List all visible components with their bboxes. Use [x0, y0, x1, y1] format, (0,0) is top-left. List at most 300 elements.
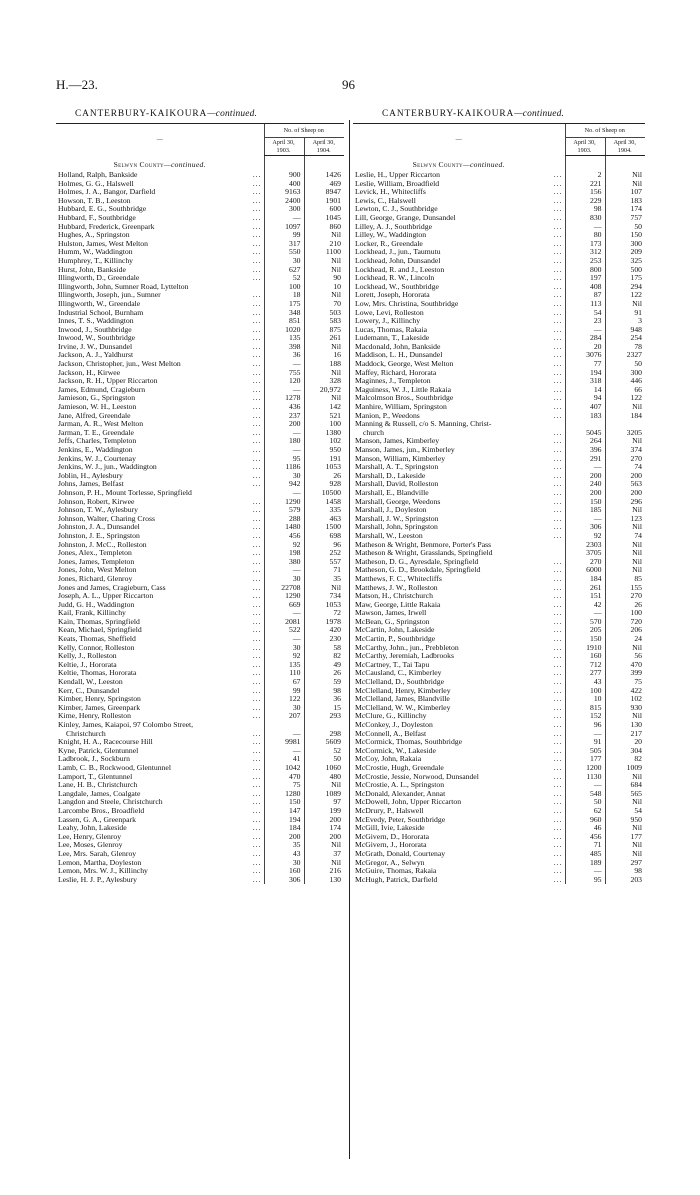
- sheep-1903: 92: [264, 652, 304, 661]
- sheep-1904: 36: [304, 695, 344, 704]
- header-date-1904: [605, 138, 645, 156]
- table-row: [56, 317, 344, 326]
- table-row: [56, 850, 344, 859]
- sheep-1903: 312: [565, 248, 605, 257]
- owner-name-text: Illingworth, D., Greendale: [58, 274, 140, 283]
- table-row: [353, 541, 645, 550]
- sheep-1904: 1458: [304, 498, 344, 507]
- owner-name: [353, 669, 565, 678]
- table-row: [56, 274, 344, 283]
- owner-name-text: Kain, Thomas, Springfield: [58, 617, 140, 626]
- table-row: [56, 712, 344, 721]
- table-row: [56, 807, 344, 816]
- owner-name: [353, 626, 565, 635]
- sheep-1903: 14: [565, 386, 605, 395]
- owner-name: [353, 248, 565, 257]
- table-row: [353, 223, 645, 232]
- sheep-1903: 207: [264, 712, 304, 721]
- table-row: [56, 480, 344, 489]
- leader-dots: ...: [553, 686, 563, 695]
- owner-name: [353, 420, 565, 437]
- table-row: [353, 833, 645, 842]
- owner-name: [56, 687, 264, 696]
- leader-dots: ...: [252, 368, 262, 377]
- sheep-1903: 10: [565, 695, 605, 704]
- owner-name-text: Marshall, D., Lakeside: [355, 471, 426, 480]
- owner-name-text: Jones, Richard, Glenroy: [58, 574, 133, 583]
- sheep-1904: 757: [605, 214, 645, 223]
- sheep-1903: 456: [565, 833, 605, 842]
- owner-name-text: Marshall, John, Springston: [355, 523, 438, 532]
- header-line: 1904.: [316, 146, 331, 154]
- table-row: [353, 446, 645, 455]
- sheep-1904: 203: [605, 876, 645, 885]
- sheep-1904: Nil: [605, 437, 645, 446]
- sheep-1904: 565: [605, 790, 645, 799]
- leader-dots: ...: [252, 849, 262, 858]
- leader-dots: ...: [252, 867, 262, 876]
- leader-dots: ...: [553, 746, 563, 755]
- sheep-1904: 1901: [304, 197, 344, 206]
- table-row: [353, 231, 645, 240]
- owner-name: [353, 824, 565, 833]
- sheep-1903: 135: [264, 334, 304, 343]
- leader-dots: ...: [553, 824, 563, 833]
- sheep-1903: 43: [264, 850, 304, 859]
- sheep-1904: Nil: [605, 506, 645, 515]
- sheep-1904: 1089: [304, 790, 344, 799]
- owner-name-text: Mawson, James, Irwell: [355, 609, 427, 618]
- table-row: [56, 248, 344, 257]
- leader-dots: ...: [252, 695, 262, 704]
- owner-name: [56, 291, 264, 300]
- sheep-1903: 317: [264, 240, 304, 249]
- sheep-1903: —: [565, 730, 605, 739]
- county-name: Selwyn County: [113, 159, 164, 169]
- table-row: [56, 626, 344, 635]
- sheep-1903: 200: [565, 472, 605, 481]
- table-row: [56, 618, 344, 627]
- table-row: [353, 394, 645, 403]
- header-blank: [56, 124, 264, 156]
- leader-dots: ...: [553, 394, 563, 403]
- section-heading: [56, 156, 344, 172]
- leader-dots: ...: [252, 755, 262, 764]
- owner-name-text: Johnson, Walter, Charing Cross: [58, 514, 155, 523]
- sheep-1904: 270: [605, 592, 645, 601]
- table-row: [353, 781, 645, 790]
- sheep-1904: Nil: [304, 841, 344, 850]
- section-name: [353, 156, 565, 172]
- sheep-1903: 396: [565, 446, 605, 455]
- owner-name-text: Matheson, D. G., Ayresdale, Springfield: [355, 557, 479, 566]
- table-row: [56, 859, 344, 868]
- sheep-1904: 70: [304, 300, 344, 309]
- sheep-1903: 2081: [264, 618, 304, 627]
- owner-name-text: Langdale, James, Coalgate: [58, 789, 141, 798]
- owner-name: [56, 283, 264, 292]
- sheep-1903: 6000: [565, 566, 605, 575]
- leader-dots: ...: [553, 471, 563, 480]
- leader-dots: ...: [252, 506, 262, 515]
- owner-name: [56, 188, 264, 197]
- sheep-1903: 150: [264, 798, 304, 807]
- owner-name-text: Leahy, John, Lakeside: [58, 824, 127, 833]
- sheep-1904: 1100: [304, 248, 344, 257]
- owner-name: [56, 601, 264, 610]
- sheep-1904: Nil: [605, 523, 645, 532]
- sheep-1904: 261: [304, 334, 344, 343]
- owner-name-text: Kimber, James, Greenpark: [58, 703, 141, 712]
- owner-name-text: Manson, James, Kimberley: [355, 437, 440, 446]
- sheep-1903: —: [565, 867, 605, 876]
- owner-name-text: Locker, R., Greendale: [355, 239, 423, 248]
- sheep-1903: 67: [264, 678, 304, 687]
- owner-name-text: Lockhead, W., Southbridge: [355, 282, 439, 291]
- owner-name-text: Lassen, G. A., Greenpark: [58, 815, 136, 824]
- table-row: [56, 635, 344, 644]
- sheep-1903: 197: [565, 274, 605, 283]
- sheep-1903: 36: [264, 351, 304, 360]
- leader-dots: ...: [553, 695, 563, 704]
- leader-dots: ...: [553, 678, 563, 687]
- leader-dots: ...: [553, 643, 563, 652]
- table-row: [353, 180, 645, 189]
- leader-dots: ...: [252, 420, 262, 429]
- table-row: [56, 437, 344, 446]
- sheep-1903: 318: [565, 377, 605, 386]
- leader-dots: ...: [553, 729, 563, 738]
- sheep-1903: 22708: [264, 584, 304, 593]
- owner-name: [353, 558, 565, 567]
- owner-name: [353, 515, 565, 524]
- owner-name: [353, 437, 565, 446]
- leader-dots: ...: [252, 256, 262, 265]
- owner-name-text: Lewton, C. J., Southbridge: [355, 205, 438, 214]
- sheep-1903: 135: [264, 661, 304, 670]
- leader-dots: ...: [252, 763, 262, 772]
- table-row: [56, 223, 344, 232]
- leader-dots: ...: [252, 308, 262, 317]
- owner-name-text: Maddock, George, West Melton: [355, 360, 454, 369]
- sheep-1904: 1053: [304, 463, 344, 472]
- sheep-1903: 9981: [264, 738, 304, 747]
- sheep-1903: 522: [264, 626, 304, 635]
- table-row: [353, 420, 645, 437]
- owner-name-text: McCormick, Thomas, Southbridge: [355, 738, 463, 747]
- table-row: [353, 480, 645, 489]
- sheep-1904: Nil: [605, 300, 645, 309]
- sheep-1903: —: [264, 747, 304, 756]
- page-reference: H.—23.: [56, 77, 98, 92]
- table-row: [353, 558, 645, 567]
- table-row: [353, 317, 645, 326]
- table-row: [56, 523, 344, 532]
- sheep-1904: 875: [304, 326, 344, 335]
- sheep-1904: 37: [304, 850, 344, 859]
- owner-name: [56, 360, 264, 369]
- sheep-1904: Nil: [605, 558, 645, 567]
- sheep-1903: 35: [264, 841, 304, 850]
- sheep-1904: Nil: [605, 180, 645, 189]
- owner-name-text: McDonald, Alexander, Annat: [355, 789, 446, 798]
- header-group: No. of Sheep on: [565, 124, 645, 138]
- owner-name-text: Jones, John, West Melton: [58, 566, 137, 575]
- owner-name-text: Jenkins, W. J., jun., Waddington: [58, 463, 157, 472]
- sheep-1904: 1053: [304, 601, 344, 610]
- table-row: [56, 764, 344, 773]
- sheep-1903: 156: [565, 188, 605, 197]
- sheep-1903: 900: [264, 171, 304, 180]
- table-row: [353, 807, 645, 816]
- owner-name: [353, 334, 565, 343]
- owner-name: [56, 635, 264, 644]
- leader-dots: ...: [252, 626, 262, 635]
- leader-dots: ...: [252, 411, 262, 420]
- owner-name: [353, 773, 565, 782]
- owner-name-text: Manhire, William, Springston: [355, 403, 447, 412]
- owner-name: [353, 257, 565, 266]
- table-row: [56, 266, 344, 275]
- leader-dots: ...: [252, 669, 262, 678]
- owner-name-text: Maw, George, Little Rakaia: [355, 600, 441, 609]
- owner-name: [56, 867, 264, 876]
- owner-name-text: McClelland, D., Southbridge: [355, 678, 445, 687]
- leader-dots: ...: [553, 213, 563, 222]
- leader-dots: ...: [252, 660, 262, 669]
- owner-name-text: Holmes, J. A., Bangor, Darfield: [58, 188, 156, 197]
- sheep-1904: Nil: [605, 850, 645, 859]
- leader-dots: ...: [553, 205, 563, 214]
- table-row: [56, 558, 344, 567]
- table-row: [56, 240, 344, 249]
- leader-dots: ...: [553, 832, 563, 841]
- sheep-1903: 30: [264, 575, 304, 584]
- leader-dots: ...: [252, 248, 262, 257]
- owner-name: [353, 781, 565, 790]
- sheep-1903: 92: [264, 541, 304, 550]
- sheep-1904: Nil: [304, 781, 344, 790]
- leader-dots: ...: [553, 660, 563, 669]
- sheep-1903: 2: [565, 171, 605, 180]
- owner-name-text: McCrostie, A. L., Springston: [355, 781, 445, 790]
- owner-name: [56, 592, 264, 601]
- sheep-1903: —: [264, 446, 304, 455]
- owner-name: [353, 712, 565, 721]
- owner-name: [56, 626, 264, 635]
- leader-dots: ...: [553, 351, 563, 360]
- sheep-1904: 100: [605, 609, 645, 618]
- sheep-1904: 209: [605, 248, 645, 257]
- owner-name: [353, 747, 565, 756]
- table-row: [353, 652, 645, 661]
- leader-dots: ...: [252, 471, 262, 480]
- sheep-1903: 30: [264, 644, 304, 653]
- sheep-1903: 1480: [264, 523, 304, 532]
- table-row: [56, 446, 344, 455]
- owner-name: [353, 575, 565, 584]
- owner-name-text: Jeffs, Charles, Templeton: [58, 437, 137, 446]
- owner-name: [353, 541, 565, 550]
- owner-name-text: Malcolmson Bros., Southbridge: [355, 394, 454, 403]
- column-title-right: CANTERBURY-KAIKOURA—continued.: [382, 109, 565, 119]
- table-row: [353, 755, 645, 764]
- leader-dots: ...: [252, 274, 262, 283]
- blank-cell: [304, 156, 344, 172]
- owner-name-text: Lowery, J., Killinchy: [355, 317, 421, 326]
- sheep-1904: 300: [605, 369, 645, 378]
- owner-name: [353, 180, 565, 189]
- owner-name: [56, 343, 264, 352]
- sheep-1904: 50: [605, 223, 645, 232]
- owner-name-text: Marshall, J. W., Springston: [355, 514, 439, 523]
- leader-dots: ...: [553, 531, 563, 540]
- sheep-1903: 183: [565, 412, 605, 421]
- leader-dots: ...: [553, 789, 563, 798]
- owner-name-text: Holland, Ralph, Bankside: [58, 171, 138, 179]
- owner-name: [56, 833, 264, 842]
- owner-name-text: McGregor, A., Selwyn: [355, 858, 425, 867]
- table-row: [353, 764, 645, 773]
- leader-dots: ...: [553, 875, 563, 884]
- table-row: [353, 472, 645, 481]
- sheep-1904: Nil: [605, 171, 645, 180]
- sheep-1904: 58: [304, 644, 344, 653]
- leader-dots: ...: [553, 523, 563, 532]
- owner-name-text: Jamieson, G., Springston: [58, 394, 136, 403]
- leader-dots: ...: [252, 858, 262, 867]
- sheep-1903: 54: [565, 309, 605, 318]
- sheep-1903: 579: [264, 506, 304, 515]
- sheep-1903: 2303: [565, 541, 605, 550]
- leader-dots: ...: [553, 179, 563, 188]
- table-row: [56, 489, 344, 498]
- leader-dots: ...: [553, 342, 563, 351]
- sheep-1904: 78: [605, 343, 645, 352]
- owner-name-text: Jackson, A. J., Yaldhurst: [58, 351, 134, 360]
- owner-name-text: Lockhead, R. and J., Leeston: [355, 265, 445, 274]
- sheep-1904: 20: [605, 738, 645, 747]
- table-row: [56, 541, 344, 550]
- owner-name-text: McCarthy, Jeremiah, Ladbrooks: [355, 652, 454, 661]
- owner-name-text: Joblin, H., Aylesbury: [58, 471, 123, 480]
- leader-dots: ...: [553, 592, 563, 601]
- leader-dots: ...: [252, 265, 262, 274]
- sheep-1903: 43: [565, 678, 605, 687]
- owner-name: [353, 695, 565, 704]
- table-row: [56, 377, 344, 386]
- sheep-1904: Nil: [304, 394, 344, 403]
- sheep-1904: 928: [304, 480, 344, 489]
- sheep-1903: 18: [264, 291, 304, 300]
- sheep-table-left: [56, 123, 344, 884]
- sheep-1904: 200: [304, 833, 344, 842]
- owner-name-text: Jones and James, Cragieburn, Cass: [58, 583, 166, 592]
- owner-name: [353, 188, 565, 197]
- sheep-1904: 930: [605, 704, 645, 713]
- sheep-1904: 10500: [304, 489, 344, 498]
- owner-name: [56, 326, 264, 335]
- sheep-1904: 122: [605, 394, 645, 403]
- blank-cell: [565, 156, 605, 172]
- owner-name: [353, 205, 565, 214]
- sheep-1903: 62: [565, 807, 605, 816]
- owner-name: [56, 781, 264, 790]
- owner-name: [353, 309, 565, 318]
- sheep-1903: 712: [565, 661, 605, 670]
- sheep-1904: 1426: [304, 171, 344, 180]
- leader-dots: ...: [252, 772, 262, 781]
- sheep-1904: Nil: [304, 343, 344, 352]
- county-suffix: —continued.: [462, 159, 505, 169]
- owner-name-text: Kendall, W., Leeston: [58, 678, 123, 687]
- sheep-1904: Nil: [605, 841, 645, 850]
- owner-name-text: Ludemann, T., Lakeside: [355, 334, 430, 343]
- sheep-1903: —: [264, 489, 304, 498]
- owner-name-text: McBean, G., Springston: [355, 617, 430, 626]
- table-row: [56, 291, 344, 300]
- sheep-1904: 684: [605, 781, 645, 790]
- sheep-1903: 288: [264, 515, 304, 524]
- header-line: April 30,: [272, 139, 295, 147]
- sheep-1904: Nil: [605, 403, 645, 412]
- sheep-1904: Nil: [605, 549, 645, 558]
- owner-name-text: Jane, Alfred, Greendale: [58, 411, 131, 420]
- owner-name-text: McCausland, C., Kimberley: [355, 669, 442, 678]
- sheep-1903: —: [264, 214, 304, 223]
- table-row: [56, 652, 344, 661]
- owner-name: [56, 266, 264, 275]
- leader-dots: ...: [252, 360, 262, 369]
- owner-name: [56, 695, 264, 704]
- table-row: [56, 532, 344, 541]
- sheep-1903: 184: [264, 824, 304, 833]
- owner-name: [353, 798, 565, 807]
- table-row: [353, 850, 645, 859]
- sheep-1904: 8947: [304, 188, 344, 197]
- table-row: [353, 790, 645, 799]
- sheep-1904: Nil: [605, 773, 645, 782]
- owner-name-text: Jarman, A. R., West Melton: [58, 420, 144, 429]
- sheep-1904: 50: [304, 755, 344, 764]
- owner-name-text: Jenkins, E., Waddington: [58, 446, 133, 454]
- owner-name-text: Matthews, F. C., Whitecliffs: [355, 574, 442, 583]
- sheep-1904: 1978: [304, 618, 344, 627]
- sheep-1904: 1060: [304, 764, 344, 773]
- leader-dots: ...: [553, 669, 563, 678]
- leader-dots: ...: [553, 282, 563, 291]
- sheep-1903: 669: [264, 601, 304, 610]
- sheep-1904: 3: [605, 317, 645, 326]
- sheep-1903: 300: [264, 205, 304, 214]
- table-row: [353, 498, 645, 507]
- owner-name: [56, 472, 264, 481]
- leader-dots: ...: [252, 196, 262, 205]
- owner-name: [353, 721, 565, 730]
- leader-dots: ...: [553, 557, 563, 566]
- leader-dots: ...: [252, 403, 262, 412]
- table-row: [353, 300, 645, 309]
- sheep-1903: 147: [264, 807, 304, 816]
- leader-dots: ...: [252, 514, 262, 523]
- sheep-1903: 1910: [565, 644, 605, 653]
- table-row: [56, 678, 344, 687]
- sheep-1904: 82: [304, 652, 344, 661]
- table-row: [353, 506, 645, 515]
- leader-dots: ...: [252, 463, 262, 472]
- owner-name-text: Marshall, David, Rolleston: [355, 480, 439, 489]
- sheep-1904: 480: [304, 773, 344, 782]
